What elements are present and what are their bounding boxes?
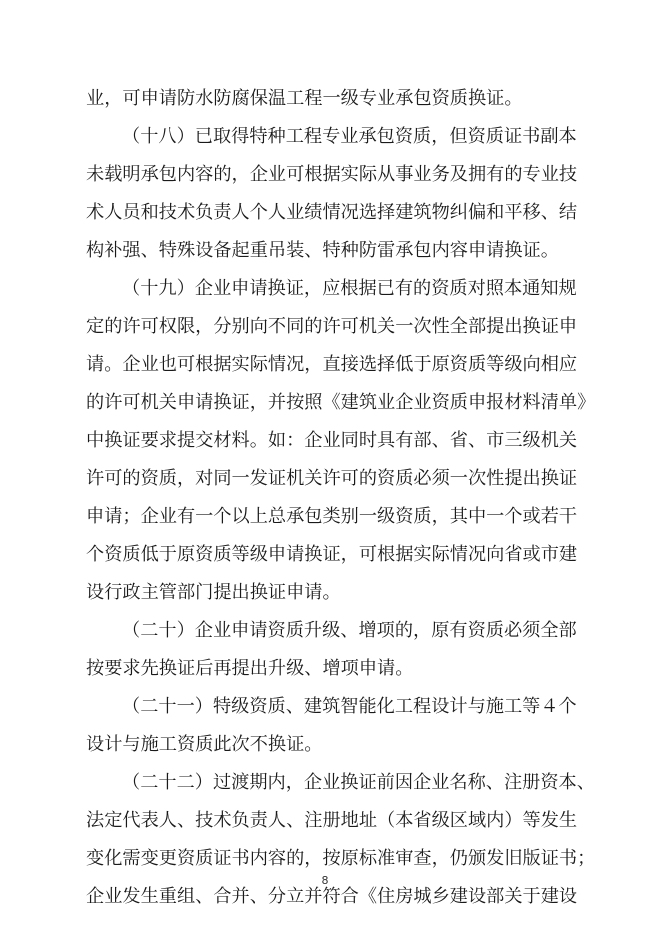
text-line: 申请；企业有一个以上总承包类别一级资质，其中一个或若干	[86, 506, 578, 527]
text-line: 设计与施工资质此次不换证。	[86, 734, 323, 755]
page-number: 8	[321, 874, 329, 887]
text-line: 许可的资质，对同一发证机关许可的资质必须一次性提出换证	[86, 468, 578, 489]
body-text	[86, 80, 596, 916]
text-line: 未载明承包内容的，企业可根据实际从事业务及拥有的专业技	[86, 164, 578, 185]
text-line: 企业发生重组、合并、分立并符合《住房城乡建设部关于建设	[86, 886, 578, 907]
text-line: 的许可机关申请换证，并按照《建筑业企业资质申报材料清单》	[86, 392, 596, 413]
text-line: 中换证要求提交材料。如：企业同时具有部、省、市三级机关	[86, 430, 578, 451]
text-line: （十八）已取得特种工程专业承包资质，但资质证书副本	[122, 126, 577, 147]
text-line: 业，可申请防水防腐保温工程一级专业承包资质换证。	[86, 88, 523, 109]
text-line: 变化需变更资质证书内容的，按原标准审查，仍颁发旧版证书；	[86, 848, 596, 869]
text-line: 请。企业也可根据实际情况，直接选择低于原资质等级向相应	[86, 354, 578, 375]
text-line: （二十）企业申请资质升级、增项的，原有资质必须全部	[122, 620, 577, 641]
text-line: （二十一）特级资质、建筑智能化工程设计与施工等４个	[122, 696, 577, 717]
text-line: 构补强、特殊设备起重吊装、特种防雷承包内容申请换证。	[86, 240, 559, 261]
text-line: 设行政主管部门提出换证申请。	[86, 582, 341, 603]
text-line: 个资质低于原资质等级申请换证，可根据实际情况向省或市建	[86, 544, 578, 565]
text-line: 定的许可权限，分别向不同的许可机关一次性全部提出换证申	[86, 316, 578, 337]
text-line: （十九）企业申请换证，应根据已有的资质对照本通知规	[122, 278, 577, 299]
text-line: 术人员和技术负责人个人业绩情况选择建筑物纠偏和平移、结	[86, 202, 578, 223]
text-line: （二十二）过渡期内，企业换证前因企业名称、注册资本、	[122, 772, 595, 793]
text-line: 按要求先换证后再提出升级、增项申请。	[86, 658, 414, 679]
text-line: 法定代表人、技术负责人、注册地址（本省级区域内）等发生	[86, 810, 578, 831]
